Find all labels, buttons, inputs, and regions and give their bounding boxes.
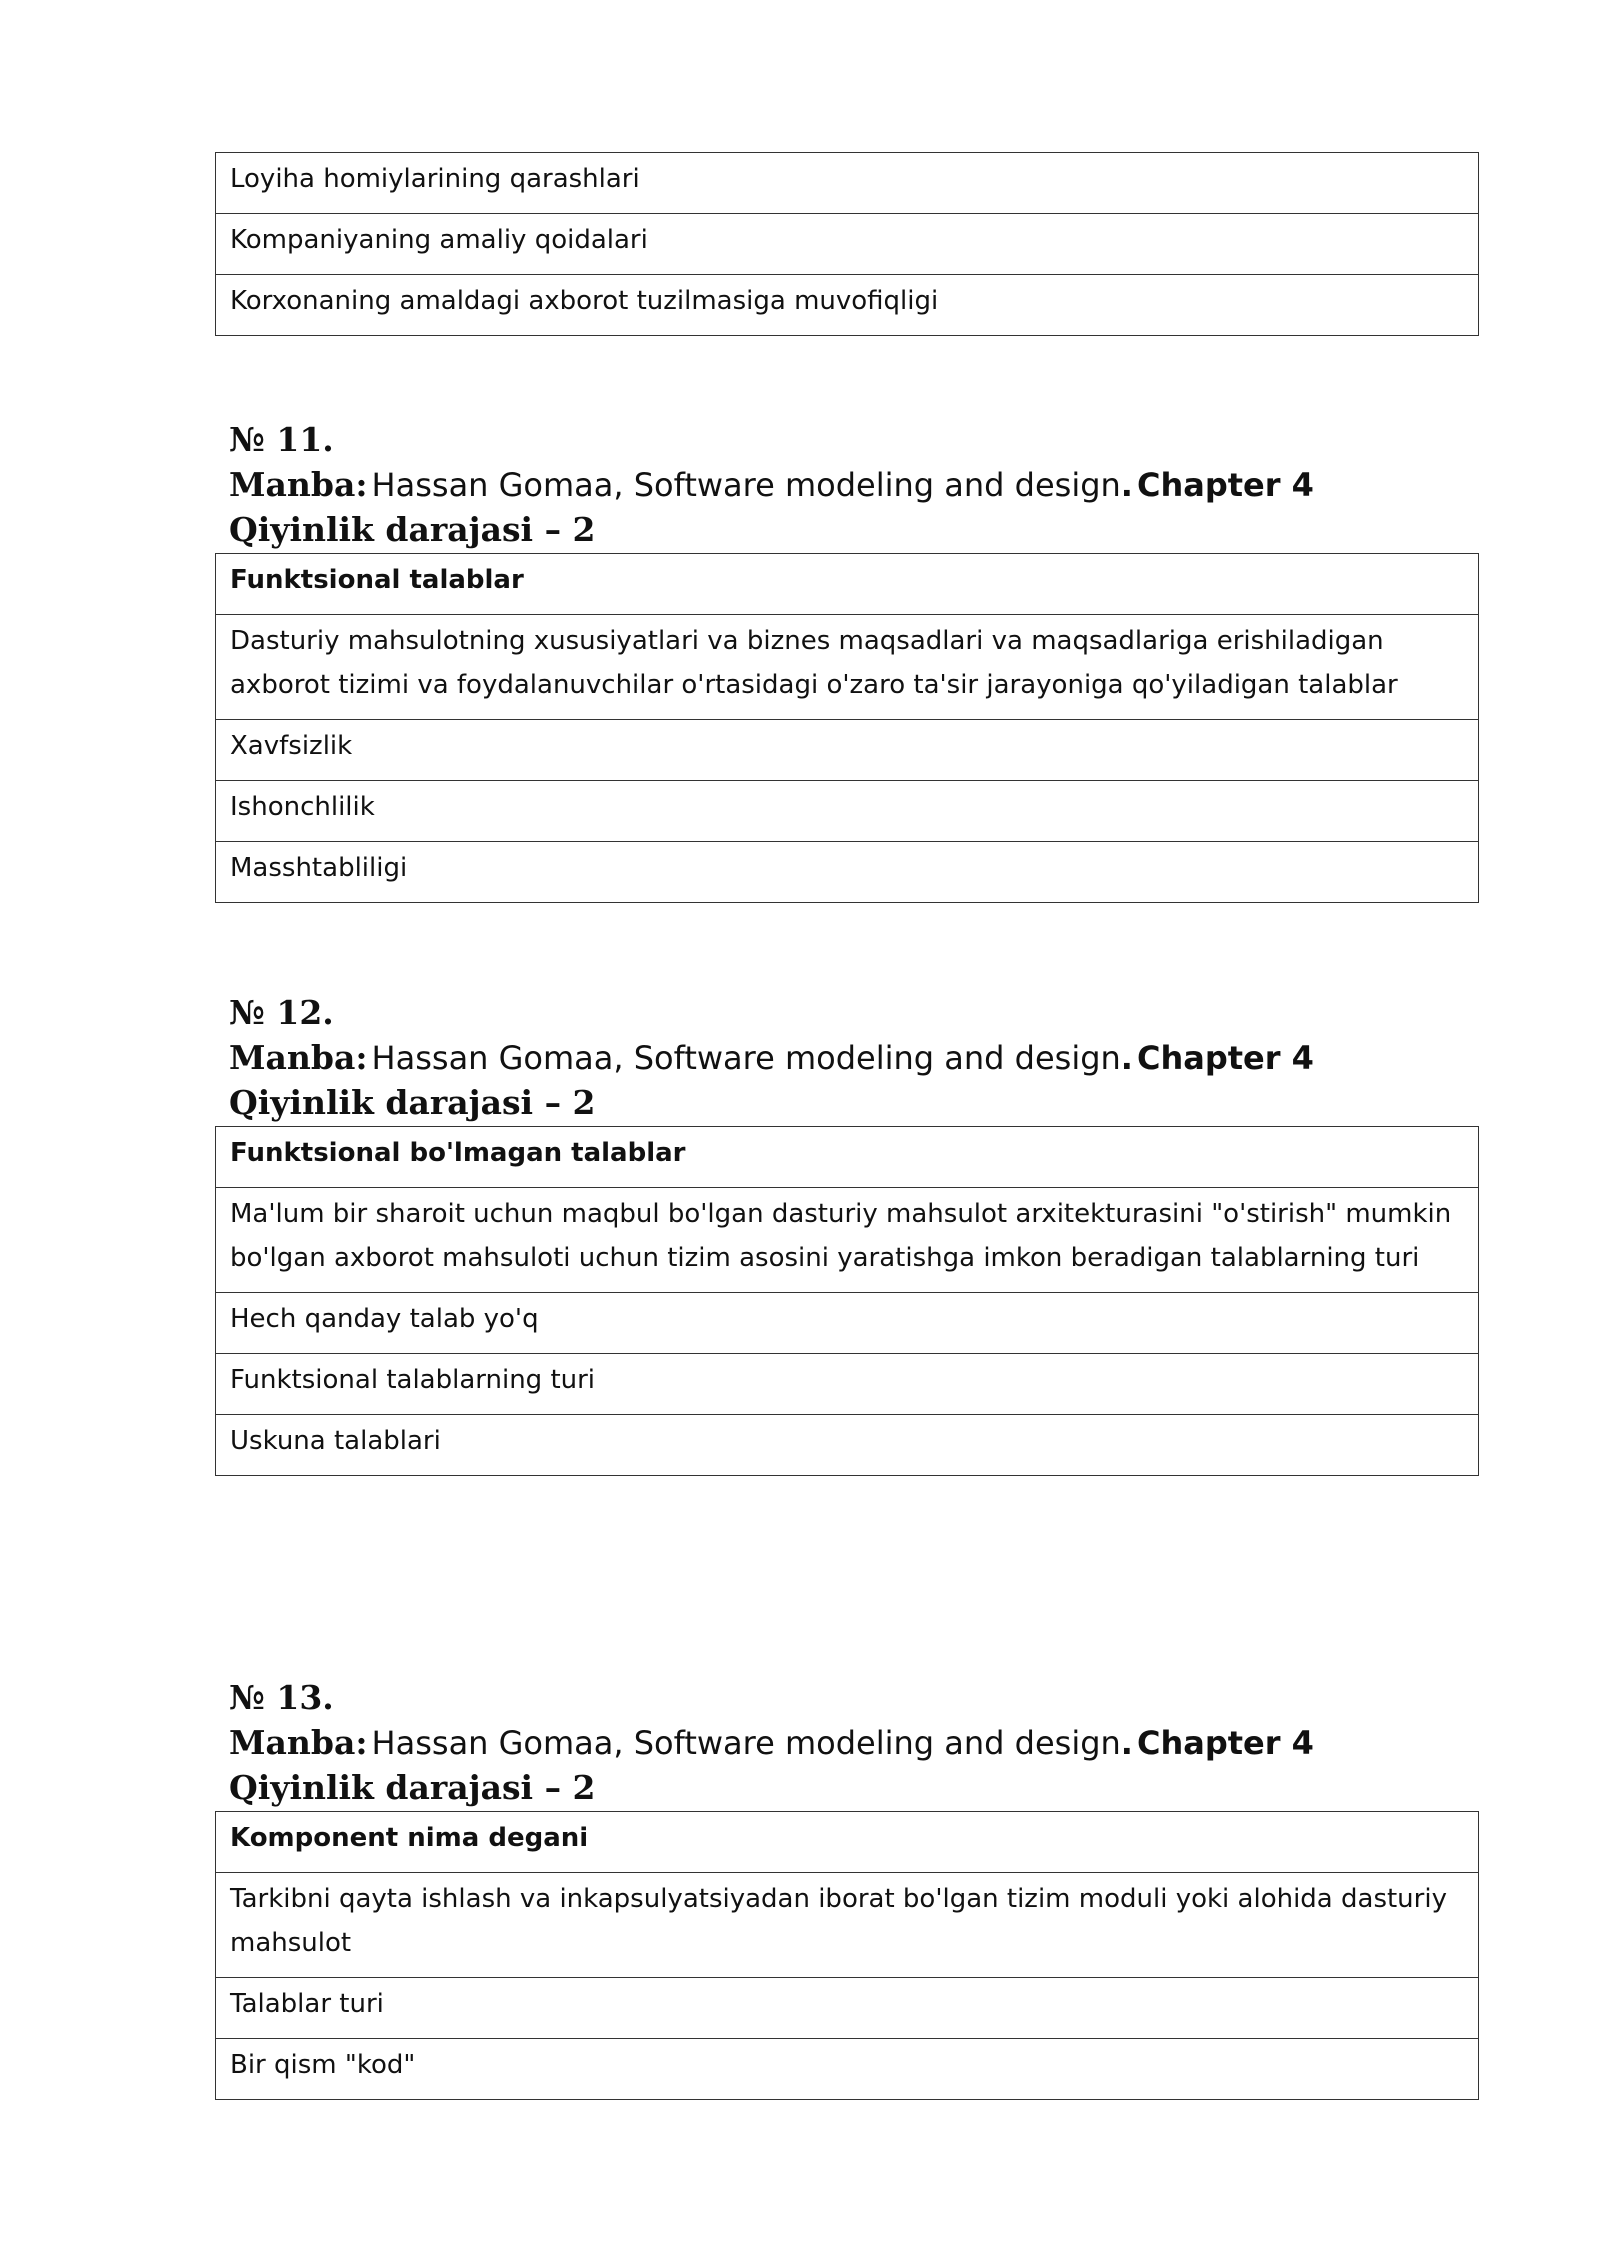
answer-option: Tarkibni qayta ishlash va inkapsulyatsiyadan iborat bo'lgan tizim moduli yoki alohida dasturiy mahsulot bbox=[216, 1872, 1478, 1977]
source-text: Hassan Gomaa, Software modeling and design bbox=[371, 1724, 1121, 1762]
question-header-13 bbox=[229, 1675, 1314, 1810]
question-number: № 13. bbox=[229, 1678, 334, 1717]
source-text: Hassan Gomaa, Software modeling and design bbox=[371, 466, 1121, 504]
source-label: Manba: bbox=[229, 1038, 368, 1077]
question-number: № 11. bbox=[229, 420, 334, 459]
source-dot: . bbox=[1120, 1724, 1133, 1762]
chapter-label: Chapter 4 bbox=[1136, 1039, 1314, 1077]
source-dot: . bbox=[1120, 466, 1133, 504]
source-dot: . bbox=[1120, 1039, 1133, 1077]
answer-option: Ishonchlilik bbox=[216, 780, 1478, 841]
question-header-11 bbox=[229, 417, 1314, 552]
question-text: Funktsional bo'lmagan talablar bbox=[230, 1138, 686, 1168]
source-label: Manba: bbox=[229, 1723, 368, 1762]
chapter-label: Chapter 4 bbox=[1136, 466, 1314, 504]
answer-option: Kompaniyaning amaliy qoidalari bbox=[216, 213, 1478, 274]
source-label: Manba: bbox=[229, 465, 368, 504]
answer-option: Loyiha homiylarining qarashlari bbox=[230, 164, 640, 194]
difficulty-level: Qiyinlik darajasi – 2 bbox=[229, 510, 596, 549]
answer-table-13 bbox=[215, 1811, 1479, 2100]
answer-option: Bir qism "kod" bbox=[216, 2038, 1478, 2099]
chapter-label: Chapter 4 bbox=[1136, 1724, 1314, 1762]
answer-option: Xavfsizlik bbox=[216, 719, 1478, 780]
question-header-12 bbox=[229, 990, 1314, 1125]
difficulty-level: Qiyinlik darajasi – 2 bbox=[229, 1768, 596, 1807]
answer-option: Talablar turi bbox=[216, 1977, 1478, 2038]
answer-option: Ma'lum bir sharoit uchun maqbul bo'lgan dasturiy mahsulot arxitekturasini "o'stirish" mumkin bo'lgan axborot mahsuloti uchun tizim asosini yaratishga imkon beradigan talablarning turi bbox=[216, 1187, 1478, 1292]
answer-option: Hech qanday talab yo'q bbox=[216, 1292, 1478, 1353]
answer-option: Uskuna talablari bbox=[216, 1414, 1478, 1475]
answer-option: Korxonaning amaldagi axborot tuzilmasiga muvofiqligi bbox=[216, 274, 1478, 335]
answer-option: Dasturiy mahsulotning xususiyatlari va biznes maqsadlari va maqsadlariga erishiladigan axborot tizimi va foydalanuvchilar o'rtasidagi o'zaro ta'sir jarayoniga qo'yiladigan talablar bbox=[216, 614, 1478, 719]
question-text: Funktsional talablar bbox=[230, 565, 524, 595]
answer-option: Masshtabliligi bbox=[216, 841, 1478, 902]
question-text: Komponent nima degani bbox=[230, 1823, 589, 1853]
answer-table-11 bbox=[215, 553, 1479, 903]
difficulty-level: Qiyinlik darajasi – 2 bbox=[229, 1083, 596, 1122]
source-text: Hassan Gomaa, Software modeling and design bbox=[371, 1039, 1121, 1077]
answer-table-continued bbox=[215, 152, 1479, 336]
answer-option: Funktsional talablarning turi bbox=[216, 1353, 1478, 1414]
answer-table-12 bbox=[215, 1126, 1479, 1476]
question-number: № 12. bbox=[229, 993, 334, 1032]
